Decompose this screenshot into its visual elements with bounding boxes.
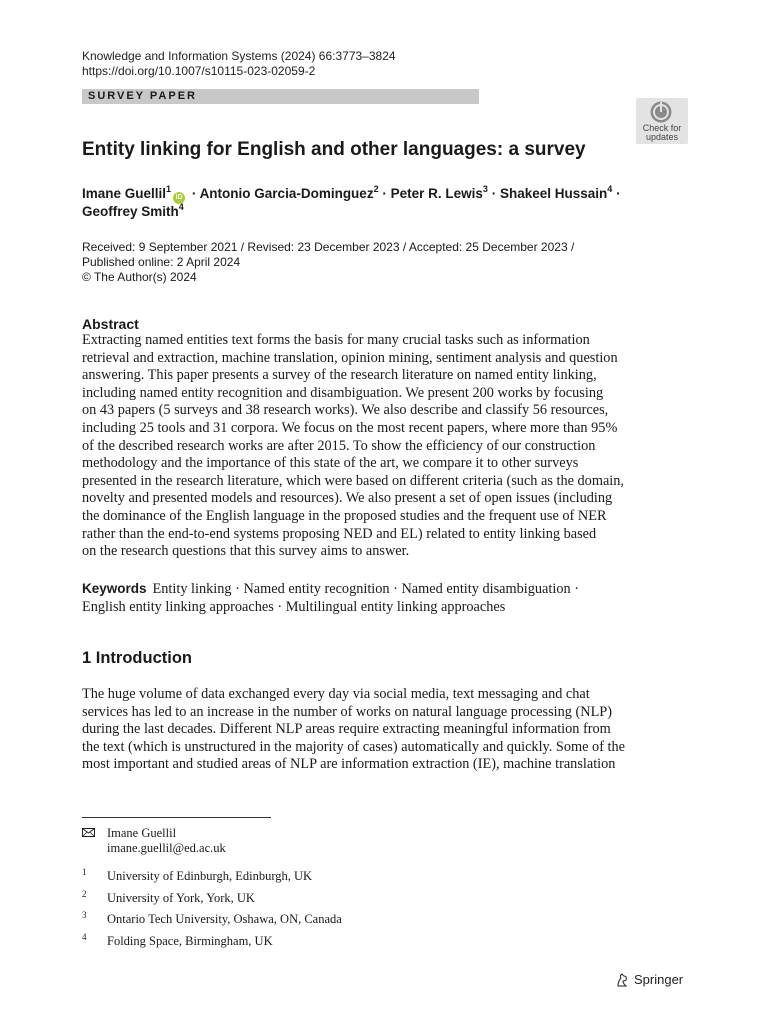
abstract-line: presented in the research literature, which were based on different criteria (such as the domain, <box>82 472 624 489</box>
author-separator: · <box>191 186 197 201</box>
history-dates: Received: 9 September 2021 / Revised: 23 December 2023 / Accepted: 25 December 2023 / <box>82 240 575 254</box>
abstract-body <box>82 332 687 561</box>
doi-link[interactable]: https://doi.org/10.1007/s10115-023-02059-2 <box>82 64 316 78</box>
author-name[interactable]: Peter R. Lewis <box>390 186 483 201</box>
corresponding-author-name: Imane Guellil <box>107 826 177 840</box>
author-separator: · <box>382 186 387 201</box>
keywords-line: English entity linking approaches · Multilingual entity linking approaches <box>82 598 506 615</box>
author-separator: · <box>616 186 621 201</box>
abstract-line: on the research questions that this survey aims to answer. <box>82 543 410 560</box>
article-title: Entity linking for English and other languages: a survey <box>82 139 586 160</box>
abstract-line: including named entity recognition and disambiguation. We present 200 works by focusing <box>82 384 604 401</box>
springer-horse-icon <box>614 972 630 988</box>
introduction-body <box>82 686 687 774</box>
abstract-line: rather than the end-to-end systems proposing NED and EL) related to entity linking based <box>82 525 597 542</box>
badge-text-line2: updates <box>645 132 679 142</box>
affiliation-number: 2 <box>82 889 87 899</box>
introduction-line: The huge volume of data exchanged every day via social media, text messaging and chat <box>82 686 590 702</box>
author-name[interactable]: Geoffrey Smith <box>82 204 179 219</box>
section-heading-introduction: 1 Introduction <box>82 649 192 667</box>
abstract-line: answering. This paper presents a survey of the research literature on named entity linking, <box>82 367 597 384</box>
article-type-label: SURVEY PAPER <box>88 90 197 102</box>
author-affiliation-sup: 3 <box>482 184 488 194</box>
affiliation: University of York, York, UK <box>107 891 255 905</box>
author-list <box>82 185 621 204</box>
abstract-line: the dominance of the English language in the proposed studies and the frequent use of NER <box>82 507 607 524</box>
abstract-line: methodology and the importance of this state of the art, we compare it to other surveys <box>82 455 579 472</box>
introduction-line: the text (which is unstructured in the majority of cases) automatically and quickly. Some of the <box>82 738 626 755</box>
author-affiliation-sup: 4 <box>178 202 184 212</box>
author-name[interactable]: Imane Guellil <box>82 186 167 201</box>
introduction-line: most important and studied areas of NLP are information extraction (IE), machine translation <box>82 756 616 773</box>
affiliation: Ontario Tech University, Oshawa, ON, Canada <box>107 912 342 926</box>
keywords-label: Keywords <box>82 581 147 596</box>
keywords-block <box>82 580 687 616</box>
published-online-date: Published online: 2 April 2024 <box>82 255 241 269</box>
keywords-line: Entity linking · Named entity recognition · Named entity disambiguation · <box>152 581 579 597</box>
corresponding-author-email[interactable]: imane.guellil@ed.ac.uk <box>107 841 226 855</box>
introduction-line: services has led to an increase in the number of works on natural language processing (NLP) <box>82 703 613 720</box>
orcid-icon[interactable]: iD <box>173 192 185 204</box>
abstract-line: including 25 tools and 31 corpora. We focus on the most recent papers, where more than 95% <box>82 419 618 436</box>
copyright-notice: © The Author(s) 2024 <box>82 270 197 284</box>
author-name[interactable]: Shakeel Hussain <box>499 186 608 201</box>
introduction-line: during the last decades. Different NLP areas require extracting meaningful information from <box>82 721 611 738</box>
author-name[interactable]: Antonio Garcia-Dominguez <box>199 186 374 201</box>
author-affiliation-sup: 4 <box>607 184 613 194</box>
author-list-continued <box>82 203 184 221</box>
author-affiliation-sup: 2 <box>373 184 379 194</box>
journal-citation: Knowledge and Information Systems (2024) 66:3773–3824 <box>82 49 396 63</box>
envelope-icon <box>82 828 95 837</box>
check-updates-icon <box>648 100 674 124</box>
affiliation: Folding Space, Birmingham, UK <box>107 934 273 948</box>
author-separator: · <box>491 186 497 201</box>
affiliation-number: 3 <box>82 910 87 920</box>
abstract-line: retrieval and extraction, machine translation, opinion mining, sentiment analysis and question <box>82 349 618 366</box>
affiliation: University of Edinburgh, Edinburgh, UK <box>107 869 313 883</box>
abstract-heading: Abstract <box>82 316 139 332</box>
abstract-line: of the described research works are after 2015. To show the efficiency of our construction <box>82 437 596 454</box>
abstract-line: Extracting named entities text forms the basis for many crucial tasks such as information <box>82 332 590 348</box>
badge-text-line1: Check for <box>642 123 682 133</box>
publisher-logo-text: Springer <box>634 972 684 987</box>
affiliation-number: 1 <box>82 867 87 877</box>
abstract-line: novelty and presented models and resources). We also present a set of open issues (including <box>82 490 613 507</box>
affiliation-number: 4 <box>82 932 87 942</box>
footnote-divider <box>82 817 271 818</box>
abstract-line: on 43 papers (5 surveys and 38 research works). We also describe and classify 56 resources, <box>82 402 609 419</box>
author-affiliation-sup: 1 <box>166 184 172 194</box>
